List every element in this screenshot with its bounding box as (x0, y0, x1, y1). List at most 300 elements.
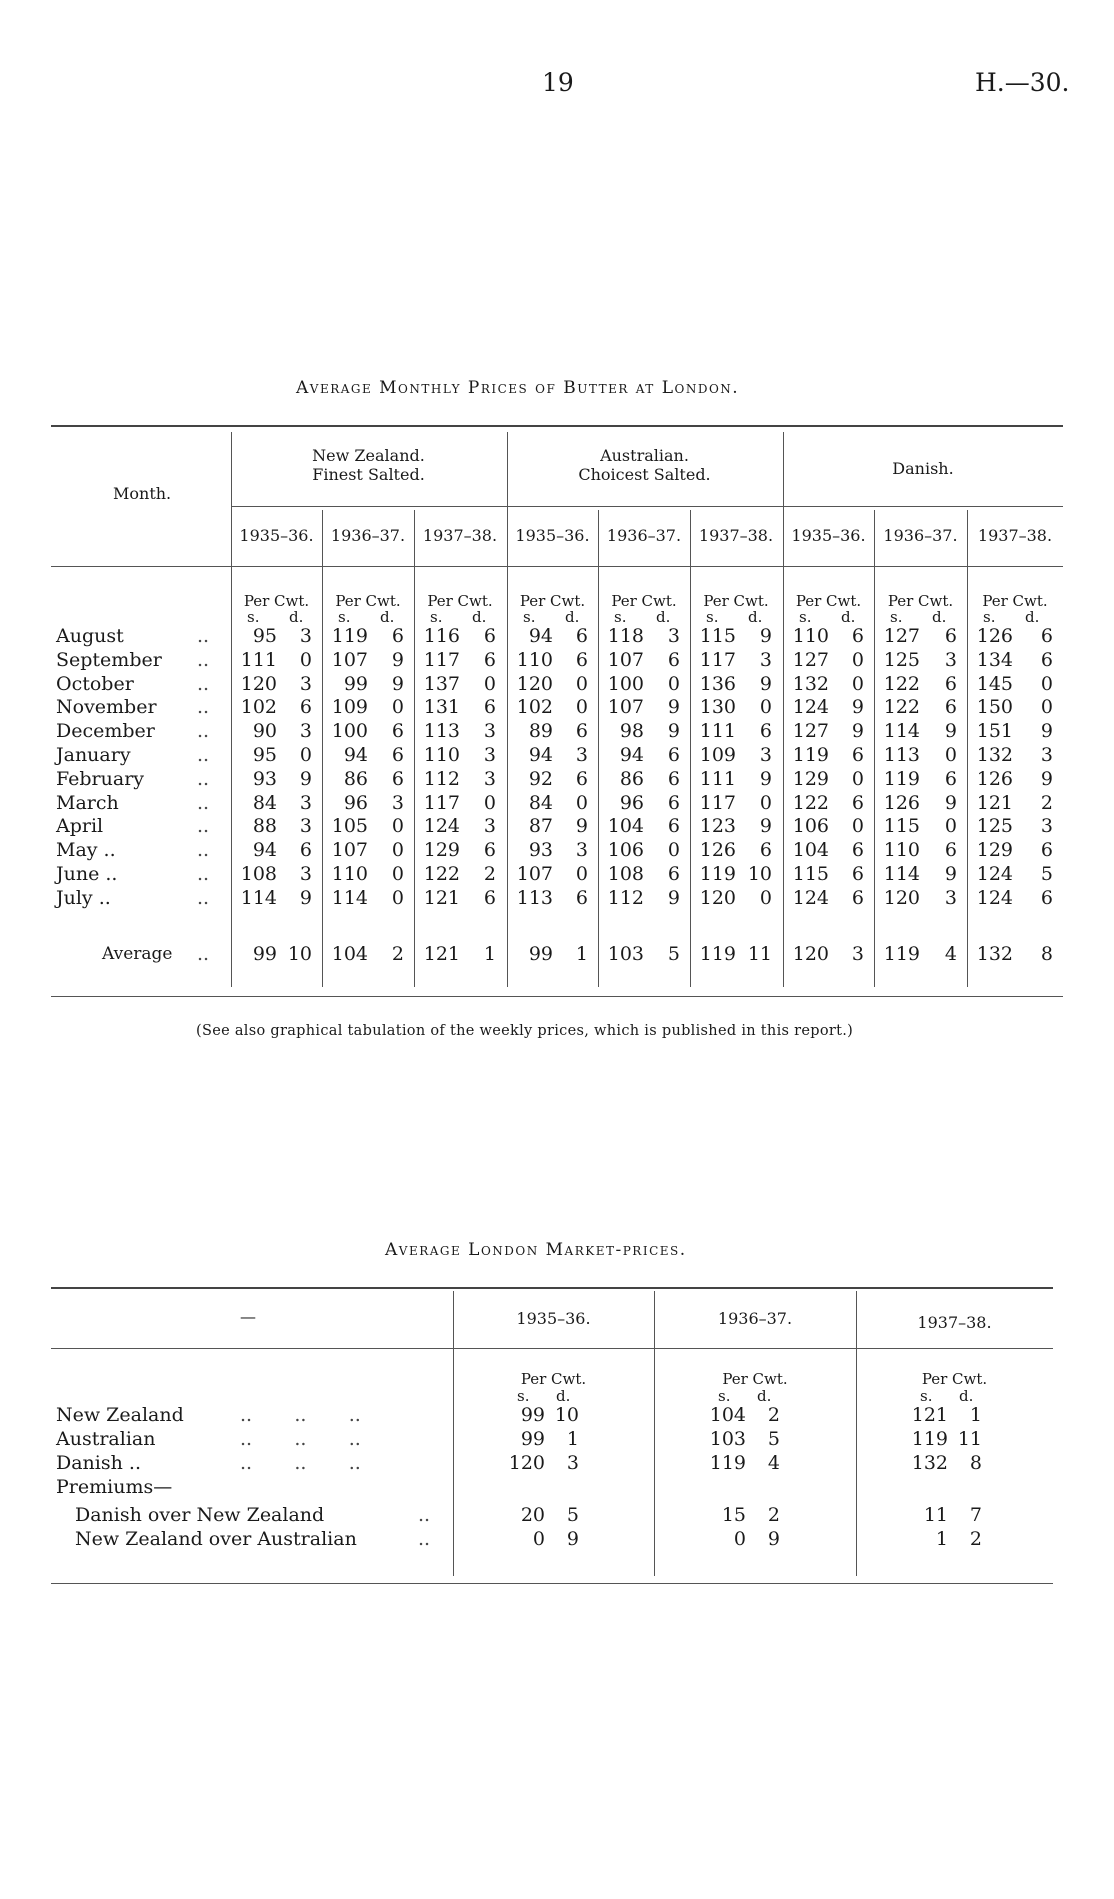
price-pence: 7 (969, 1504, 982, 1526)
price-shillings: 117 (423, 648, 460, 671)
price-pence: 0 (299, 744, 312, 766)
price-pence: 6 (851, 886, 864, 909)
year-header: 1936–37. (883, 526, 958, 545)
month-label: May .. (56, 839, 116, 862)
price-shillings: 11 (923, 1504, 948, 1526)
table1-note: (See also graphical tabulation of the weekly prices, which is published in this report.) (196, 1023, 854, 1039)
price-shillings: 120 (516, 672, 553, 695)
d-label: d. (472, 608, 487, 626)
price-shillings: 113 (423, 720, 460, 743)
unit-label: Per Cwt. (335, 592, 401, 610)
d-label: d. (748, 608, 763, 626)
unit-label: Per Cwt. (982, 592, 1048, 610)
price-shillings: 122 (883, 696, 920, 719)
price-shillings: 96 (619, 791, 644, 814)
price-pence: 6 (851, 744, 864, 766)
price-pence: 9 (759, 672, 772, 695)
price-shillings: 132 (976, 744, 1013, 766)
price-shillings: 94 (528, 625, 553, 647)
price-pence: 6 (944, 625, 957, 647)
price-shillings: 124 (976, 863, 1013, 885)
price-pence: 0 (667, 672, 680, 695)
row-label: Danish over New Zealand (75, 1504, 325, 1526)
price-shillings: 131 (423, 696, 460, 719)
price-shillings: 122 (423, 863, 460, 885)
price-pence: 6 (483, 625, 496, 647)
price-shillings: 107 (607, 696, 644, 719)
price-pence: 3 (944, 648, 957, 671)
price-pence: 0 (391, 815, 404, 838)
price-shillings: 109 (699, 744, 736, 766)
leader-dots: .. (197, 815, 210, 838)
table1-top-rule (51, 425, 1063, 427)
price-pence: 9 (299, 886, 312, 909)
price-shillings: 129 (976, 839, 1013, 862)
price-shillings: 130 (699, 696, 736, 719)
price-shillings: 115 (792, 863, 829, 885)
leader-dots: .. (197, 648, 210, 671)
leader-dots: .. (197, 943, 210, 965)
price-pence: 6 (667, 863, 680, 885)
leader-dots: .. (197, 863, 210, 885)
table2-header-rule (51, 1348, 1053, 1349)
price-shillings: 0 (532, 1528, 545, 1550)
price-shillings: 119 (883, 767, 920, 790)
price-pence: 6 (667, 791, 680, 814)
price-shillings: 84 (528, 791, 553, 814)
month-label: January (56, 744, 131, 766)
price-shillings: 106 (792, 815, 829, 838)
group-header-line1: New Zealand. (312, 446, 425, 465)
price-shillings: 126 (976, 767, 1013, 790)
d-label: d. (556, 1387, 571, 1405)
leader-dots: .. (197, 839, 210, 862)
price-pence: 2 (969, 1528, 982, 1550)
average-pence: 4 (944, 943, 957, 965)
price-shillings: 113 (516, 886, 553, 909)
price-pence: 9 (1040, 720, 1053, 743)
price-pence: 6 (575, 886, 588, 909)
d-label: d. (757, 1387, 772, 1405)
price-pence: 8 (969, 1452, 982, 1474)
table2-top-rule (51, 1287, 1053, 1289)
price-shillings: 94 (252, 839, 277, 862)
price-shillings: 114 (883, 720, 920, 743)
s-label: s. (614, 608, 627, 626)
price-pence: 6 (483, 839, 496, 862)
leader-dots: .. (197, 744, 210, 766)
price-shillings: 127 (792, 720, 829, 743)
average-label: Average (102, 944, 173, 964)
price-shillings: 94 (528, 744, 553, 766)
year-header: 1937–38. (977, 526, 1053, 545)
price-pence: 10 (554, 1404, 579, 1426)
price-shillings: 95 (252, 744, 277, 766)
d-label: d. (959, 1387, 974, 1405)
year-header: 1937–38. (422, 526, 498, 545)
price-shillings: 124 (976, 886, 1013, 909)
group-header-australian (507, 446, 782, 484)
s-label: s. (983, 608, 996, 626)
unit-label: Per Cwt. (887, 592, 954, 610)
average-pence: 2 (391, 943, 404, 965)
price-pence: 9 (566, 1528, 579, 1550)
average-pence: 11 (747, 943, 772, 965)
price-pence: 9 (575, 815, 588, 838)
price-shillings: 123 (699, 815, 736, 838)
average-shillings: 119 (883, 943, 920, 965)
price-pence: 0 (575, 791, 588, 814)
average-pence: 1 (575, 943, 588, 965)
price-shillings: 126 (883, 791, 920, 814)
d-label: d. (1025, 608, 1040, 626)
average-shillings: 120 (792, 943, 829, 965)
price-pence: 11 (957, 1428, 982, 1450)
price-pence: 0 (483, 672, 496, 695)
price-shillings: 122 (792, 791, 829, 814)
average-pence: 5 (667, 943, 680, 965)
average-shillings: 99 (252, 943, 277, 965)
price-pence: 0 (299, 648, 312, 671)
price-pence: 9 (944, 863, 957, 885)
d-label: d. (656, 608, 671, 626)
price-shillings: 99 (520, 1428, 545, 1450)
price-shillings: 107 (607, 648, 644, 671)
price-shillings: 88 (252, 815, 277, 838)
leader-dots: .. (197, 672, 210, 695)
price-shillings: 126 (976, 625, 1013, 647)
price-shillings: 107 (516, 863, 553, 885)
price-pence: 9 (391, 648, 404, 671)
price-pence: 3 (575, 839, 588, 862)
price-pence: 6 (483, 696, 496, 719)
price-pence: 4 (767, 1452, 780, 1474)
price-shillings: 94 (619, 744, 644, 766)
price-pence: 6 (483, 648, 496, 671)
d-label: d. (841, 608, 856, 626)
leader-dots: .. (418, 1528, 431, 1550)
price-shillings: 151 (976, 720, 1013, 743)
unit-label: Per Cwt. (243, 592, 310, 610)
leader-dots: .. (197, 696, 210, 719)
price-pence: 6 (391, 720, 404, 743)
table2-year-header: 1935–36. (516, 1309, 591, 1328)
leader-dots: .. (197, 886, 210, 909)
price-shillings: 111 (699, 767, 736, 790)
price-pence: 9 (759, 815, 772, 838)
d-label: d. (289, 608, 304, 626)
price-pence: 3 (299, 672, 312, 695)
price-pence: 9 (851, 720, 864, 743)
price-shillings: 107 (331, 839, 368, 862)
price-pence: 3 (575, 744, 588, 766)
price-pence: 9 (767, 1528, 780, 1550)
price-pence: 3 (1040, 815, 1053, 838)
price-shillings: 110 (331, 863, 368, 885)
price-pence: 6 (1040, 839, 1053, 862)
price-shillings: 110 (792, 625, 829, 647)
price-shillings: 118 (607, 625, 644, 647)
price-shillings: 108 (240, 863, 277, 885)
price-pence: 0 (391, 839, 404, 862)
price-shillings: 137 (423, 672, 460, 695)
price-pence: 6 (1040, 886, 1053, 909)
table1-bottom-rule (51, 996, 1063, 997)
price-shillings: 112 (607, 886, 644, 909)
price-pence: 0 (1040, 672, 1053, 695)
price-pence: 0 (759, 696, 772, 719)
price-pence: 3 (483, 815, 496, 838)
price-pence: 0 (391, 886, 404, 909)
price-shillings: 119 (911, 1428, 948, 1450)
year-header: 1937–38. (698, 526, 774, 545)
price-shillings: 110 (883, 839, 920, 862)
price-shillings: 120 (240, 672, 277, 695)
price-shillings: 124 (792, 696, 829, 719)
leader-dots: .. (418, 1504, 431, 1526)
month-label: February (56, 767, 145, 790)
price-pence: 3 (944, 886, 957, 909)
price-shillings: 114 (331, 886, 368, 909)
price-pence: 9 (1040, 767, 1053, 790)
price-pence: 3 (299, 791, 312, 814)
unit-label: Per Cwt. (795, 592, 862, 610)
price-pence: 1 (969, 1404, 982, 1426)
price-pence: 9 (667, 720, 680, 743)
unit-label: Per Cwt. (520, 1370, 587, 1388)
price-shillings: 109 (331, 696, 368, 719)
table1-header-rule (51, 566, 1063, 567)
price-pence: 0 (944, 744, 957, 766)
price-shillings: 129 (792, 767, 829, 790)
price-shillings: 103 (709, 1428, 746, 1450)
price-shillings: 119 (709, 1452, 746, 1474)
month-label: August (56, 625, 124, 647)
year-header: 1936–37. (606, 526, 682, 545)
price-shillings: 127 (792, 648, 829, 671)
leader-dots: .. (197, 720, 210, 743)
price-shillings: 89 (528, 720, 553, 743)
month-label: June .. (56, 863, 118, 885)
average-pence: 10 (287, 943, 312, 965)
price-shillings: 111 (240, 648, 277, 671)
leader-dots: .. (197, 791, 210, 814)
price-shillings: 126 (699, 839, 736, 862)
price-shillings: 134 (976, 648, 1013, 671)
price-shillings: 99 (343, 672, 368, 695)
row-label: Australian (56, 1428, 156, 1450)
s-label: s. (920, 1387, 933, 1405)
unit-label: Per Cwt. (519, 592, 586, 610)
price-shillings: 136 (699, 672, 736, 695)
price-pence: 0 (1040, 696, 1053, 719)
price-shillings: 122 (883, 672, 920, 695)
price-shillings: 115 (883, 815, 920, 838)
price-shillings: 102 (516, 696, 553, 719)
price-pence: 6 (851, 625, 864, 647)
price-shillings: 95 (252, 625, 277, 647)
price-shillings: 132 (792, 672, 829, 695)
price-pence: 9 (667, 886, 680, 909)
price-pence: 10 (747, 863, 772, 885)
average-shillings: 99 (528, 943, 553, 965)
price-pence: 0 (391, 696, 404, 719)
table2-year-header: 1936–37. (717, 1309, 793, 1328)
price-shillings: 117 (699, 791, 736, 814)
price-shillings: 98 (619, 720, 644, 743)
price-pence: 3 (299, 863, 312, 885)
price-shillings: 125 (883, 648, 920, 671)
price-pence: 3 (483, 767, 496, 790)
price-pence: 3 (483, 720, 496, 743)
unit-label: Per Cwt. (611, 592, 677, 610)
price-pence: 3 (1040, 744, 1053, 766)
price-pence: 6 (851, 791, 864, 814)
price-shillings: 115 (699, 625, 736, 647)
price-shillings: 92 (528, 767, 553, 790)
price-pence: 6 (667, 648, 680, 671)
price-shillings: 129 (423, 839, 460, 862)
price-shillings: 119 (792, 744, 829, 766)
month-label: April (56, 815, 104, 838)
group-header-line2: Choicest Salted. (578, 465, 711, 484)
price-shillings: 1 (935, 1528, 948, 1550)
price-shillings: 90 (252, 720, 277, 743)
price-pence: 0 (575, 672, 588, 695)
price-pence: 9 (759, 767, 772, 790)
price-pence: 0 (944, 815, 957, 838)
s-label: s. (718, 1387, 731, 1405)
group-header-danish (783, 459, 1063, 478)
price-pence: 6 (575, 625, 588, 647)
price-pence: 6 (391, 625, 404, 647)
price-pence: 6 (299, 696, 312, 719)
average-pence: 8 (1040, 943, 1053, 965)
price-shillings: 104 (709, 1404, 746, 1426)
price-shillings: 127 (883, 625, 920, 647)
row-label: New Zealand (56, 1404, 184, 1426)
price-pence: 9 (851, 696, 864, 719)
s-label: s. (430, 608, 443, 626)
month-label: November (56, 696, 157, 719)
average-shillings: 104 (331, 943, 368, 965)
price-pence: 6 (759, 720, 772, 743)
price-pence: 2 (1040, 791, 1053, 814)
price-shillings: 121 (423, 886, 460, 909)
price-shillings: 0 (733, 1528, 746, 1550)
price-shillings: 105 (331, 815, 368, 838)
price-shillings: 113 (883, 744, 920, 766)
price-shillings: 150 (976, 696, 1013, 719)
d-label: d. (932, 608, 947, 626)
s-label: s. (247, 608, 260, 626)
table2-title: Average London Market-prices. (385, 1240, 687, 1260)
price-pence: 6 (391, 744, 404, 766)
price-pence: 6 (851, 863, 864, 885)
row-label: New Zealand over Australian (75, 1528, 357, 1550)
price-pence: 0 (851, 648, 864, 671)
price-pence: 6 (1040, 648, 1053, 671)
row-label: Danish .. (56, 1452, 141, 1474)
price-pence: 3 (299, 625, 312, 647)
price-shillings: 20 (520, 1504, 545, 1526)
price-shillings: 121 (976, 791, 1013, 814)
price-pence: 9 (759, 625, 772, 647)
price-pence: 9 (391, 672, 404, 695)
price-shillings: 102 (240, 696, 277, 719)
table2-bottom-rule (51, 1583, 1053, 1584)
price-shillings: 124 (792, 886, 829, 909)
price-pence: 6 (944, 672, 957, 695)
price-pence: 0 (391, 863, 404, 885)
price-pence: 6 (667, 744, 680, 766)
price-shillings: 117 (423, 791, 460, 814)
average-shillings: 132 (976, 943, 1013, 965)
price-shillings: 116 (423, 625, 460, 647)
s-label: s. (799, 608, 812, 626)
group-header-line1: Danish. (892, 459, 954, 478)
unit-label: Per Cwt. (921, 1370, 988, 1388)
price-shillings: 99 (520, 1404, 545, 1426)
year-header: 1935–36. (239, 526, 314, 545)
price-shillings: 104 (792, 839, 829, 862)
unit-label: Per Cwt. (722, 1370, 788, 1388)
price-shillings: 132 (911, 1452, 948, 1474)
price-pence: 1 (566, 1428, 579, 1450)
price-pence: 6 (575, 720, 588, 743)
price-pence: 6 (851, 839, 864, 862)
table1-group-rule (231, 506, 1063, 507)
price-shillings: 112 (423, 767, 460, 790)
price-pence: 9 (944, 720, 957, 743)
price-pence: 0 (851, 767, 864, 790)
price-shillings: 145 (976, 672, 1013, 695)
price-pence: 0 (759, 886, 772, 909)
average-pence: 1 (483, 943, 496, 965)
price-pence: 3 (759, 648, 772, 671)
group-header-line1: Australian. (600, 446, 689, 465)
price-shillings: 93 (252, 767, 277, 790)
price-pence: 6 (667, 767, 680, 790)
price-shillings: 104 (607, 815, 644, 838)
price-pence: 0 (667, 839, 680, 862)
price-shillings: 106 (607, 839, 644, 862)
price-shillings: 125 (976, 815, 1013, 838)
year-header: 1936–37. (330, 526, 406, 545)
price-pence: 3 (483, 744, 496, 766)
average-pence: 3 (851, 943, 864, 965)
price-shillings: 87 (528, 815, 553, 838)
price-shillings: 121 (911, 1404, 948, 1426)
price-pence: 6 (575, 648, 588, 671)
average-shillings: 121 (423, 943, 460, 965)
unit-label: Per Cwt. (427, 592, 493, 610)
price-shillings: 114 (240, 886, 277, 909)
price-pence: 5 (566, 1504, 579, 1526)
row-label: Premiums— (56, 1476, 173, 1498)
price-shillings: 100 (331, 720, 368, 743)
price-shillings: 94 (343, 744, 368, 766)
d-label: d. (380, 608, 395, 626)
page-number: 19 (542, 68, 574, 97)
price-shillings: 119 (331, 625, 368, 647)
price-pence: 5 (767, 1428, 780, 1450)
average-shillings: 103 (607, 943, 644, 965)
price-pence: 6 (759, 839, 772, 862)
price-shillings: 15 (721, 1504, 746, 1526)
price-shillings: 114 (883, 863, 920, 885)
price-shillings: 107 (331, 648, 368, 671)
